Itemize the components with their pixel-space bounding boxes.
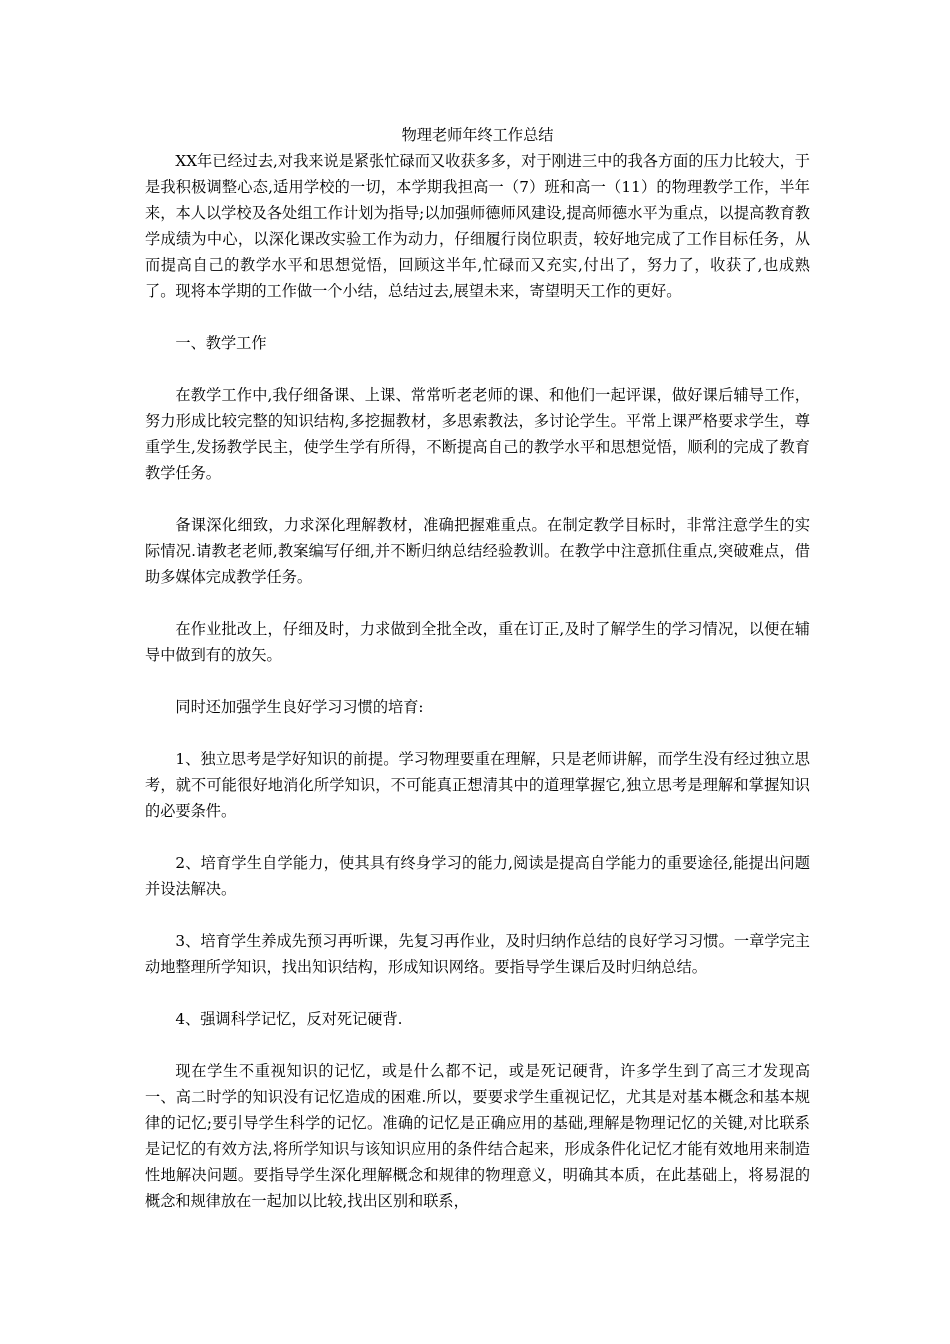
- list-item-3: 3、培育学生养成先预习再听课，先复习再作业，及时归纳作总结的良好学习习惯。一章学完主动地整理所学知识，找出知识结构，形成知识网络。要指导学生课后及时归纳总结。: [145, 932, 810, 976]
- paragraph-gap: [145, 720, 810, 746]
- paragraph-gap: [145, 902, 810, 928]
- intro-paragraph: XX年已经过去,对我来说是紧张忙碌而又收获多多，对于刚进三中的我各方面的压力比较大，于是我积极调整心态,适用学校的一切，本学期我担高一（7）班和高一（11）的物理教学工作，半年来，本人以学校及各处组工作计划为指导;以加强师德师风建设,提高师德水平为重点，以提高教育教学成绩为中心，以深化课改实验工作为动力，仔细履行岗位职责，较好地完成了工作目标任务，从而提高自己的教学水平和思想觉悟，回顾这半年,忙碌而又充实,付出了，努力了，收获了,也成熟了。现将本学期的工作做一个小结，总结过去,展望未来，寄望明天工作的更好。: [145, 152, 810, 300]
- homework-paragraph: 在作业批改上，仔细及时，力求做到全批全改，重在订正,及时了解学生的学习情况，以便在辅导中做到有的放矢。: [145, 620, 810, 664]
- paragraph-gap: [145, 1032, 810, 1058]
- teaching-paragraph: 在教学工作中,我仔细备课、上课、常常听老老师的课、和他们一起评课，做好课后辅导工作，努力形成比较完整的知识结构,多挖掘教材，多思索教法，多讨论学生。平常上课严格要求学生，尊重学生,发扬教学民主，使学生学有所得，不断提高自己的教学水平和思想觉悟，顺利的完成了教育教学任务。: [145, 386, 810, 482]
- paragraph-gap: [145, 668, 810, 694]
- paragraph-gap: [145, 356, 810, 382]
- paragraph-gap: [145, 980, 810, 1006]
- document-body: [145, 122, 810, 1214]
- habits-intro-paragraph: 同时还加强学生良好学习习惯的培育:: [175, 698, 424, 716]
- memory-paragraph: 现在学生不重视知识的记忆，或是什么都不记，或是死记硬背，许多学生到了高三才发现高一、高二时学的知识没有记忆造成的困难.所以，要要求学生重视记忆，尤其是对基本概念和基本规律的记忆;要引导学生科学的记忆。准确的记忆是正确应用的基础,理解是物理记忆的关键,对比联系是记忆的有效方法,将所学知识与该知识应用的条件结合起来，形成条件化记忆才能有效地用来制造性地解决问题。要指导学生深化理解概念和规律的物理意义，明确其本质，在此基础上，将易混的概念和规律放在一起加以比较,找出区别和联系，: [145, 1062, 810, 1210]
- paragraph-gap: [145, 824, 810, 850]
- list-item-2: 2、培育学生自学能力，使其具有终身学习的能力,阅读是提高自学能力的重要途径,能提出问题并设法解决。: [145, 854, 810, 898]
- document-title: 物理老师年终工作总结: [401, 126, 554, 144]
- paragraph-gap: [145, 304, 810, 330]
- section-heading: 一、教学工作: [175, 334, 267, 352]
- paragraph-gap: [145, 486, 810, 512]
- paragraph-gap: [145, 590, 810, 616]
- list-item-1: 1、独立思考是学好知识的前提。学习物理要重在理解，只是老师讲解，而学生没有经过独立思考，就不可能很好地消化所学知识，不可能真正想清其中的道理掌握它,独立思考是理解和掌握知识的必要条件。: [145, 750, 810, 820]
- lesson-prep-paragraph: 备课深化细致，力求深化理解教材，准确把握难重点。在制定教学目标时，非常注意学生的实际情况.请教老老师,教案编写仔细,并不断归纳总结经验教训。在教学中注意抓住重点,突破难点，借助多媒体完成教学任务。: [145, 516, 810, 586]
- list-item-4: 4、强调科学记忆，反对死记硬背.: [175, 1010, 403, 1028]
